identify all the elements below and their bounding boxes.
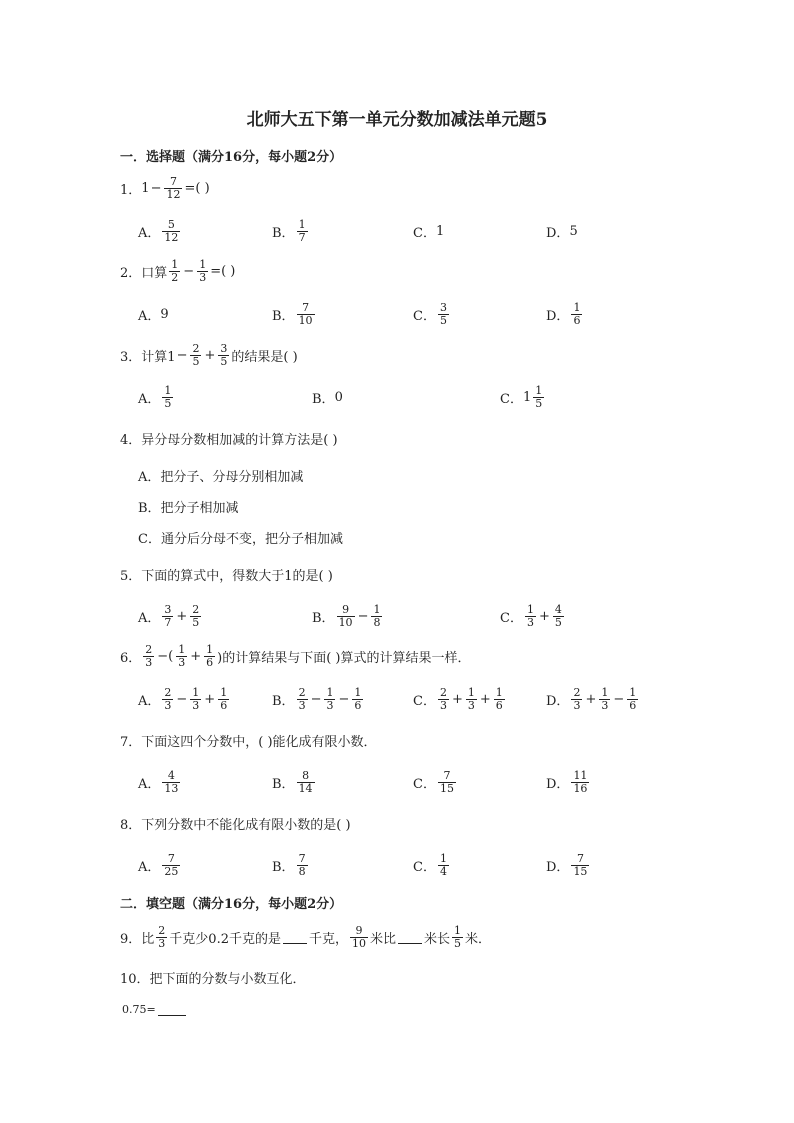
q1-fraction: $\frac{7}{12}$ xyxy=(166,174,181,201)
q6-option-c[interactable]: C． $\frac{2}{3}$ + $\frac{1}{3}$ + $\frac{1}{6}$ xyxy=(413,685,503,712)
question-5: 5．下面的算式中，得数大于1的是( ) xyxy=(120,568,333,584)
q6-option-a[interactable]: A． $\frac{2}{3}$ − $\frac{1}{3}$ + $\frac{1}{6}$ xyxy=(138,685,228,712)
question-8: 8．下列分数中不能化成有限小数的是( ) xyxy=(120,817,351,833)
question-3: 3． 计算1 − $\frac{2}{5}$ + $\frac{3}{5}$ 的结果是( ) xyxy=(120,341,298,368)
q1-option-a[interactable]: A． $\frac{5}{12}$ xyxy=(138,217,179,244)
q10-blank-1[interactable] xyxy=(158,1003,186,1016)
question-6: 6． $\frac{2}{3}$ −( $\frac{1}{3}$ + $\frac{1}{6}$ )的计算结果与下面( )算式的计算结果一样． xyxy=(120,642,471,669)
q1-term: 1 xyxy=(141,180,150,196)
section-fill-heading: 二．填空题（满分16分，每小题2分） xyxy=(120,897,343,912)
q8-option-d[interactable]: D． $\frac{7}{15}$ xyxy=(546,851,588,878)
question-10: 10．把下面的分数与小数互化． xyxy=(120,971,306,987)
page-title: 北师大五下第一单元分数加减法单元题5 xyxy=(246,110,548,130)
q1-option-c[interactable]: C． 1 xyxy=(413,223,445,241)
q1-number: 1． xyxy=(120,182,142,198)
q1-option-d[interactable]: D． 5 xyxy=(546,223,578,241)
question-2: 2． 口算 $\frac{1}{2}$ − $\frac{1}{3}$ =( ) xyxy=(120,257,236,284)
q10-line-1: 0.75= xyxy=(122,1000,188,1016)
q8-option-c[interactable]: C． $\frac{1}{4}$ xyxy=(413,851,447,878)
section-choice-heading: 一．选择题（满分16分，每小题2分） xyxy=(120,150,343,165)
q7-option-a[interactable]: A． $\frac{4}{13}$ xyxy=(138,768,179,795)
q4-option-c[interactable]: C．通分后分母不变，把分子相加减 xyxy=(138,531,343,547)
q2-option-c[interactable]: C． $\frac{3}{5}$ xyxy=(413,300,447,327)
q2-option-d[interactable]: D． $\frac{1}{6}$ xyxy=(546,300,581,327)
q5-option-c[interactable]: C． $\frac{1}{3}$ + $\frac{4}{5}$ xyxy=(500,602,562,629)
q6-option-b[interactable]: B． $\frac{2}{3}$ − $\frac{1}{3}$ − $\frac{1}{6}$ xyxy=(272,685,362,712)
q6-option-d[interactable]: D． $\frac{2}{3}$ + $\frac{1}{3}$ − $\frac{1}{6}$ xyxy=(546,685,637,712)
q8-option-a[interactable]: A． $\frac{7}{25}$ xyxy=(138,851,179,878)
q7-option-b[interactable]: B． $\frac{8}{14}$ xyxy=(272,768,313,795)
q2-option-a[interactable]: A． 9 xyxy=(138,306,169,324)
q5-option-a[interactable]: A． $\frac{3}{7}$ + $\frac{2}{5}$ xyxy=(138,602,200,629)
q3-option-a[interactable]: A． $\frac{1}{5}$ xyxy=(138,383,172,410)
q5-option-b[interactable]: B． $\frac{9}{10}$ − $\frac{1}{8}$ xyxy=(312,602,381,629)
q8-option-b[interactable]: B． $\frac{7}{8}$ xyxy=(272,851,306,878)
q9-blank-1[interactable] xyxy=(283,931,307,944)
q7-option-d[interactable]: D． $\frac{11}{16}$ xyxy=(546,768,588,795)
question-4: 4．异分母分数相加减的计算方法是( ) xyxy=(120,432,338,448)
q1-operator: − xyxy=(150,180,162,196)
question-9: 9． 比 $\frac{2}{3}$ 千克少0.2千克的是 千克， $\frac{9}{10}$ 米比 米长 $\frac{1}{5}$ 米． xyxy=(120,923,492,950)
q3-option-b[interactable]: B． 0 xyxy=(312,389,343,407)
question-1 xyxy=(120,171,210,205)
q4-option-b[interactable]: B．把分子相加减 xyxy=(138,500,239,516)
question-7: 7．下面这四个分数中，( )能化成有限小数． xyxy=(120,734,377,750)
q1-answer-paren: =( ) xyxy=(184,180,210,196)
q9-blank-2[interactable] xyxy=(398,931,422,944)
q4-option-a[interactable]: A．把分子、分母分别相加减 xyxy=(138,469,304,485)
q2-option-b[interactable]: B． $\frac{7}{10}$ xyxy=(272,300,313,327)
q7-option-c[interactable]: C． $\frac{7}{15}$ xyxy=(413,768,454,795)
q3-option-c[interactable]: C． 1 $\frac{1}{5}$ xyxy=(500,383,543,410)
q1-option-b[interactable]: B． $\frac{1}{7}$ xyxy=(272,217,306,244)
